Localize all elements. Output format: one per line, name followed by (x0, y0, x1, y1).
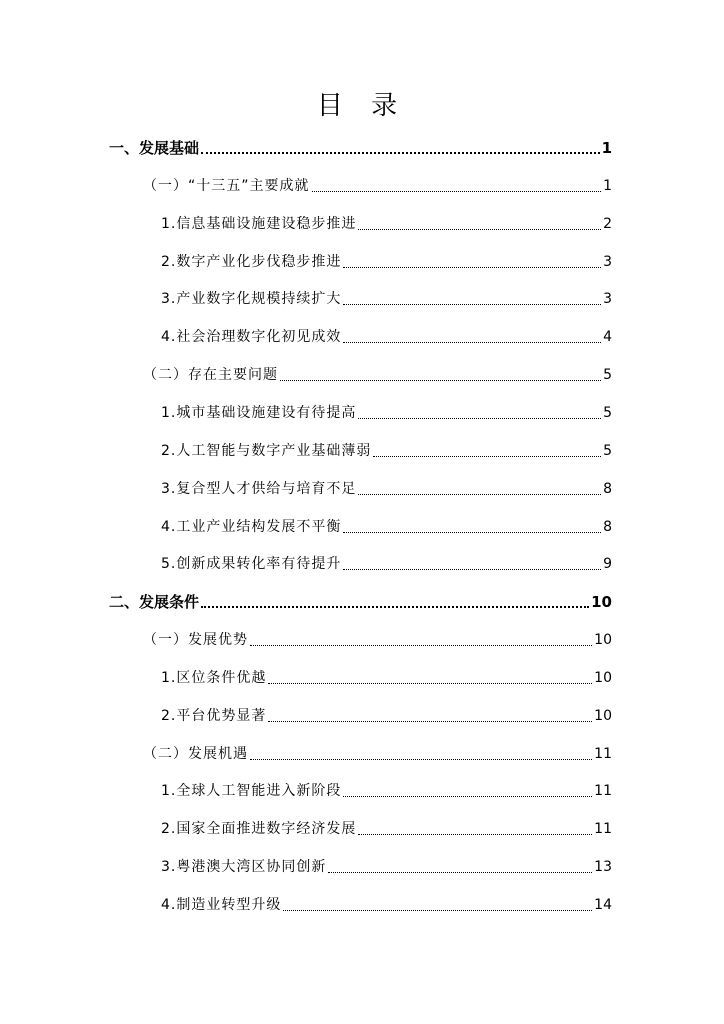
toc-entry-label: （二）发展机遇 (143, 746, 248, 762)
toc-entry[interactable] (109, 137, 612, 159)
toc-entry[interactable] (161, 288, 612, 310)
toc-entry[interactable] (161, 856, 612, 878)
toc-entry-label: 5.创新成果转化率有待提升 (161, 556, 342, 572)
toc-entry-page-number: 10 (594, 632, 612, 648)
dot-leader (373, 456, 601, 457)
dot-leader (343, 532, 601, 533)
toc-entry[interactable] (161, 402, 612, 424)
toc-entry-page-number: 3 (603, 254, 612, 270)
toc-entry-label: 2.平台优势显著 (161, 708, 267, 724)
toc-entry[interactable] (161, 516, 612, 538)
toc-entry-page-number: 3 (603, 291, 612, 307)
toc-entry-label: 1.区位条件优越 (161, 670, 267, 686)
toc-entry[interactable] (161, 894, 612, 916)
toc-entry[interactable] (161, 478, 612, 500)
dot-leader (358, 229, 601, 230)
dot-leader (250, 759, 592, 760)
dot-leader (268, 721, 592, 722)
dot-leader (358, 834, 592, 835)
dot-leader (343, 304, 601, 305)
toc-entry-page-number: 1 (603, 178, 612, 194)
dot-leader (283, 910, 592, 911)
toc-entry-label: 4.制造业转型升级 (161, 897, 282, 913)
toc-entry[interactable] (143, 743, 612, 765)
toc-entry[interactable] (161, 780, 612, 802)
toc-entry-page-number: 10 (594, 708, 612, 724)
toc-entry-page-number: 10 (594, 670, 612, 686)
toc-entry[interactable] (161, 213, 612, 235)
toc-entry-label: 2.数字产业化步伐稳步推进 (161, 254, 342, 270)
dot-leader (201, 606, 589, 608)
dot-leader (343, 342, 601, 343)
toc-entry-page-number: 13 (594, 859, 612, 875)
toc-entry-page-number: 9 (603, 556, 612, 572)
dot-leader (312, 191, 602, 192)
toc-entry[interactable] (161, 251, 612, 273)
toc-entry-label: 3.产业数字化规模持续扩大 (161, 291, 342, 307)
toc-entry-label: 一、发展基础 (109, 139, 200, 157)
toc-entry[interactable] (109, 591, 612, 613)
toc-entry-page-number: 11 (594, 821, 612, 837)
toc-entry-label: 4.工业产业结构发展不平衡 (161, 519, 342, 535)
toc-entry-label: 二、发展条件 (109, 593, 200, 611)
toc-entry-page-number: 14 (594, 897, 612, 913)
toc-entry-label: 4.社会治理数字化初见成效 (161, 329, 342, 345)
toc-entry-label: 1.信息基础设施建设稳步推进 (161, 216, 357, 232)
dot-leader (268, 683, 592, 684)
toc-entry-page-number: 1 (601, 139, 612, 157)
toc-entry-page-number: 5 (603, 367, 612, 383)
dot-leader (201, 152, 600, 154)
toc-entry-label: 1.城市基础设施建设有待提高 (161, 405, 357, 421)
toc-entry[interactable] (161, 553, 612, 575)
toc-entry-label: 1.全球人工智能进入新阶段 (161, 783, 342, 799)
toc-entry[interactable] (161, 818, 612, 840)
toc-entry[interactable] (161, 326, 612, 348)
toc-entry-label: 3.粤港澳大湾区协同创新 (161, 859, 327, 875)
toc-entry-page-number: 11 (594, 783, 612, 799)
dot-leader (343, 569, 601, 570)
toc-entry[interactable] (161, 440, 612, 462)
toc-entry[interactable] (161, 667, 612, 689)
dot-leader (343, 267, 601, 268)
toc-entry-page-number: 5 (603, 405, 612, 421)
dot-leader (343, 796, 592, 797)
toc-entry-page-number: 5 (603, 443, 612, 459)
toc-entry[interactable] (143, 629, 612, 651)
toc-entry-page-number: 11 (594, 746, 612, 762)
toc-entry-page-number: 8 (603, 519, 612, 535)
dot-leader (358, 494, 601, 495)
dot-leader (250, 645, 592, 646)
toc-entry-label: 2.人工智能与数字产业基础薄弱 (161, 443, 372, 459)
dot-leader (358, 418, 601, 419)
toc-entry[interactable] (161, 705, 612, 727)
toc-entry-page-number: 4 (603, 329, 612, 345)
dot-leader (280, 380, 601, 381)
toc-entry[interactable] (143, 175, 612, 197)
toc-entry-label: （一）“十三五”主要成就 (143, 178, 310, 194)
toc-entry-label: 2.国家全面推进数字经济发展 (161, 821, 357, 837)
toc-entry-page-number: 10 (591, 593, 612, 611)
toc-title: 目 录 (316, 91, 408, 121)
toc-entry-label: （一）发展优势 (143, 632, 248, 648)
toc-entry-label: 3.复合型人才供给与培育不足 (161, 481, 357, 497)
toc-entry-page-number: 8 (603, 481, 612, 497)
dot-leader (328, 872, 592, 873)
toc-entry-page-number: 2 (603, 216, 612, 232)
toc-entry[interactable] (143, 364, 612, 386)
toc-entry-label: （二）存在主要问题 (143, 367, 278, 383)
